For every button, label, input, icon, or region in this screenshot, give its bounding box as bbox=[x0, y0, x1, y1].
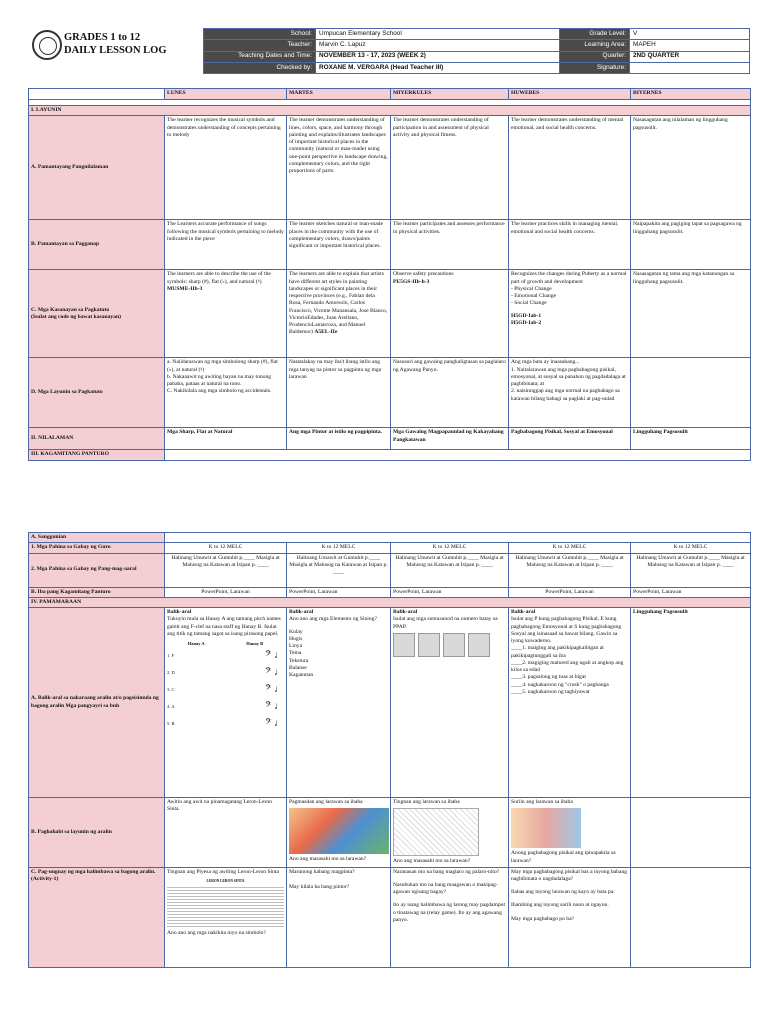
row-label-main: C. Mga Kasanayan sa Pagkatuto bbox=[31, 306, 110, 313]
cell-text: Observe safety precautions bbox=[393, 271, 454, 278]
hanay-item: 4. A 𝄢 ♩ bbox=[167, 700, 284, 712]
hanay-list bbox=[167, 647, 284, 732]
document-header bbox=[28, 28, 750, 74]
table-cell: Nasusuri ang gawaing pangkaligtasan sa paglalaro ng Agawang Panyo. bbox=[391, 358, 509, 428]
row-iba-pang-kagamitan bbox=[29, 587, 751, 597]
f-clef-staff-icon: 𝄢 ♩ bbox=[265, 683, 284, 695]
school-label: School: bbox=[204, 29, 316, 40]
cell-line: a. Naiidaraswan ng mga simbolong sharp (#), flat (♭), at natural (♮) bbox=[167, 359, 278, 373]
child-painting-picture bbox=[289, 808, 389, 854]
list-item: ____4. nagkakaroon ng "crush" o paghanga bbox=[511, 681, 609, 688]
learning-area-value: MAPEH bbox=[630, 40, 750, 51]
cell-line: - Physical Change bbox=[511, 285, 552, 292]
section-pamamaraan bbox=[29, 597, 751, 607]
table-cell: May mga pagbabagong pisikal bas a inyong bahang nagbibinata o nagdadalaga? Ilabas ang inyong larawan ng kayo ay bata pa. Ihambing ang inyong sarili noon at ngayon. May mga pagbabago po ba? bbox=[509, 867, 631, 967]
table-cell bbox=[631, 867, 751, 967]
safety-picture bbox=[468, 633, 490, 657]
score-title: LERON LERON SINTA bbox=[206, 878, 245, 883]
table-cell bbox=[287, 270, 391, 358]
logo-area bbox=[28, 28, 203, 74]
table-cell bbox=[165, 270, 287, 358]
section-sanggunian bbox=[29, 533, 751, 543]
table-cell: Natatalakay na may iba't ibang istilo ang mga tanyag na pintor sa pagpinta ng mga larawan bbox=[287, 358, 391, 428]
table-cell: PowerPoint, Larawan bbox=[631, 587, 751, 597]
teacher-value: Marvin C. Lapuz bbox=[316, 40, 560, 51]
signature-label: Signature: bbox=[560, 62, 630, 73]
dates-label: Teaching Dates and Time: bbox=[204, 51, 316, 62]
header-info-table bbox=[203, 28, 750, 74]
row-pamantayang-pangnilalaman bbox=[29, 116, 751, 220]
table-cell bbox=[631, 358, 751, 428]
row-label: B. Pamantayan sa Pagganap bbox=[29, 220, 165, 270]
row-label bbox=[29, 270, 165, 358]
cell-line: Ang mga bata ay inaasahang... bbox=[511, 359, 580, 366]
quarter-label: Quarter: bbox=[560, 51, 630, 62]
row-paghahabi bbox=[29, 798, 751, 868]
section-layunin-label: I. LAYUNIN bbox=[29, 106, 751, 116]
table-cell: Halinang Umawit at Gumuhit p.____ Masigla at Malusog na Katawan at Isipan p. ____ bbox=[509, 553, 631, 587]
row-label-sub: (Isulat ang code ng bawat kasanayan) bbox=[31, 313, 121, 320]
f-clef-staff-icon: 𝄢 ♩ bbox=[265, 666, 284, 678]
hanay-b-label: Hanay B bbox=[246, 641, 264, 647]
table-cell bbox=[165, 358, 287, 428]
cell-text: The learners are able to describe the use of the symbols: sharp (#), flat (♭), and natural (♮) bbox=[167, 271, 271, 285]
day-miyerkules: MIYERKULES bbox=[391, 89, 509, 100]
balik-aral-heading: Balik-aral bbox=[167, 609, 192, 616]
hanay-item: 3. C 𝄢 ♩ bbox=[167, 683, 284, 695]
table-cell: Balik-aral Isulat ang P kung pagbabagong Pisikal, E kung pagbabagong Emosyonal at S kung pagbabagong Sosyal ang isinasaad sa bawat bilang. Gawin sa iyong kuwaderno. ____1. maiging ang pakikipagkaibigan at pakikipagtunggali sa iba ____2. magiging matured ang ugali at angkop ang kilos sa edad ____3. pagsalong ng tuas at bigat ____4. nagkakaroon ng "crush" o paghanga ____5. nagkakaroon ng taghiyawat bbox=[509, 608, 631, 798]
row-gabay-guro bbox=[29, 543, 751, 553]
row-label: B. Iba pang Kagamitang Panturo bbox=[29, 587, 165, 597]
row-pag-uugnay bbox=[29, 867, 751, 967]
competency-code: A5EL-IIe bbox=[314, 329, 338, 336]
competency-code: H5GD-Iab-2 bbox=[511, 319, 542, 326]
table-cell: Suriin ang larawan sa ibaba Anong pagbabagong pisikal ang ipinapakita sa larawan? bbox=[509, 798, 631, 868]
day-header-row bbox=[29, 89, 751, 100]
table-cell: Awitin ang awit na pinamagatang Leron-Leron Sinta. bbox=[165, 798, 287, 868]
row-label: B. Paghahabi sa layunin ng aralin bbox=[29, 798, 165, 868]
table-cell: Lingguhang Pagsusulit bbox=[631, 608, 751, 798]
title-line-2: DAILY LESSON LOG bbox=[64, 45, 167, 57]
f-clef-staff-icon: 𝄢 ♩ bbox=[265, 717, 284, 729]
section-layunin bbox=[29, 106, 751, 116]
row-kasanayan-sa-pagkatuto bbox=[29, 270, 751, 358]
cell-line: - Emotional Change bbox=[511, 293, 557, 300]
hanay-item: 1. F 𝄢 ♩ bbox=[167, 649, 284, 661]
table-cell: K to 12 MELC bbox=[631, 543, 751, 553]
row-label: 2. Mga Pahina sa Gabay ng Pang-mag-aaral bbox=[29, 553, 165, 587]
list-item: ____2. magiging matured ang ugali at angkop ang kilos sa edad bbox=[511, 659, 624, 674]
row-nilalaman bbox=[29, 428, 751, 450]
checked-label: Checked by: bbox=[204, 62, 316, 73]
list-item: Kaganutan bbox=[289, 672, 314, 679]
safety-picture bbox=[393, 633, 415, 657]
checked-value: ROXANE M. VERGARA (Head Teacher III) bbox=[316, 62, 560, 73]
row-pamantayan-sa-pagganap bbox=[29, 220, 751, 270]
f-clef-staff-icon: 𝄢 ♩ bbox=[265, 700, 284, 712]
table-cell: Ang mga Pintor at istilo ng pagpipinta. bbox=[287, 428, 391, 450]
list-item: Tekstura bbox=[289, 657, 309, 664]
teacher-label: Teacher: bbox=[204, 40, 316, 51]
table-cell: The Learners accurate performance of songs following the musical symbols pertaining to melody indicated in the piece bbox=[165, 220, 287, 270]
table-cell: The learner demonstrates understanding of participation in and assessment of physical activity and physical fitness. bbox=[391, 116, 509, 220]
table-cell: Halinang Umawit at Gumuhit p.____ Masigla at Malusog na Katawan at Isipan p. ____ bbox=[287, 553, 391, 587]
cell-line: 1. Naitalarawan ang mga pagbabagong pisikal, emosyonal, at sosyal sa panahon ng pagdadalaga at pagbibinata; at bbox=[511, 366, 626, 388]
table-cell: Halinang Umawit at Gumuhit p.____ Masigla at Malusog na Katawan at Isipan p. ____ bbox=[165, 553, 287, 587]
list-item: Tema bbox=[289, 650, 302, 657]
table-cell: K to 12 MELC bbox=[509, 543, 631, 553]
hanay-item: 2. D 𝄢 ♩ bbox=[167, 666, 284, 678]
day-lunes: LUNES bbox=[165, 89, 287, 100]
table-cell: Balik-aral Ano ano ang mga Elemento ng Sining? Kulay Hugis Linya Tema Tekstura Balanse Kaganutan bbox=[287, 608, 391, 798]
list-item: Balanse bbox=[289, 664, 307, 671]
children-playing-picture bbox=[393, 808, 479, 856]
table-cell: The learner participates and assesses performance in physical activities. bbox=[391, 220, 509, 270]
document-title bbox=[64, 31, 167, 57]
row-label: A. Pamantayang Pangnilalaman bbox=[29, 116, 165, 220]
table-cell: The learner practices skills in managing mental, emotional and social health concerns. bbox=[509, 220, 631, 270]
cell-line: 2. naisinnggap ang mga normal na pagbabago sa katawan bilang bahagi sa paglaki at pag-unlad bbox=[511, 388, 620, 402]
list-item: Kulay bbox=[289, 628, 303, 635]
table-cell: Tingnan ang larawan sa ibaba Ano ang masasabi mo sa larawan? bbox=[391, 798, 509, 868]
day-martes: MARTES bbox=[287, 89, 391, 100]
table-cell: Mga Sharp, Flat at Natural bbox=[165, 428, 287, 450]
table-cell: Pagbabagong Pisikal, Sosyal at Emosyonal bbox=[509, 428, 631, 450]
table-cell: K to 12 MELC bbox=[287, 543, 391, 553]
lesson-table-2 bbox=[28, 532, 751, 968]
cell-line: C. Nakikilala ang mga simbolo ng accidentals. bbox=[167, 388, 272, 395]
table-cell: The learner sketches natural or man-made places in the community with the use of complementary colors, draws/paints significant or important historical places. bbox=[287, 220, 391, 270]
list-item: ____5. nagkakaroon ng taghiyawat bbox=[511, 688, 590, 695]
safety-picture bbox=[418, 633, 440, 657]
table-cell: Mga Gawaing Magpapaunlad ng Kakayahang Pangkatawan bbox=[391, 428, 509, 450]
table-cell bbox=[165, 608, 287, 798]
table-cell: The learner demonstrates understanding of lines, colors, space, and harmony through painting and explains/illustrates landscapes of important historical places in the community (natural or man-made) using one-point perspective in landscape drawing, complementary colors, and the right proportions of parts. bbox=[287, 116, 391, 220]
table-cell: Balik-aral Isulat ang mga sumusunod na numero batay sa PPAP. bbox=[391, 608, 509, 798]
table-cell: Naranasan mo na bang maglaro ng palaro-nito? Nasubukan mo na bang maagawan o makipag-agawan ngisang bagay? Ito ay isang halimbawa ng larong may pagdampot o tinatawag na (relay game). Ito ay ang agawang panyo. bbox=[391, 867, 509, 967]
f-clef-staff-icon: 𝄢 ♩ bbox=[265, 649, 284, 661]
table-cell: Nasasagutan ng tama ang mga katanungan sa lingguhang pagsusulit. bbox=[631, 270, 751, 358]
lesson-log-page-2 bbox=[28, 532, 750, 968]
table-cell: Halinang Umawit at Gumuhit p.____ Masigla at Malusog na Katawan at Isipan p. ____ bbox=[391, 553, 509, 587]
dates-value: NOVEMBER 13 - 17, 2023 (WEEK 2) bbox=[316, 51, 560, 62]
cell-line: b. Nakaaawit ng awiting bayan na may tonong pababa, pataas at natural na tono. bbox=[167, 373, 272, 388]
table-cell: The learner recognizes the musical symbols and demonstrates understanding of concepts pertaining to melody bbox=[165, 116, 287, 220]
grade-label: Grade Level: bbox=[560, 29, 630, 40]
table-cell: Marunong kabang magpinta? May kilala ka bang pintor? bbox=[287, 867, 391, 967]
list-item: ____3. pagsalong ng tuas at bigat bbox=[511, 674, 586, 681]
row-label: C. Pag-uugnay ng mga halimbawa sa bagong aralin. (Activity-1) bbox=[29, 867, 165, 967]
competency-code: H5GD-Iab-1 bbox=[511, 312, 542, 319]
cell-text: Tukuyin mula sa Hanay A ang tamang pitch names gamit ang F-clef na nasa staff ng Hanay B. Isulat ang titik ng tamang sagot sa isang pirasong papel. bbox=[167, 616, 281, 637]
cell-line: Recognizes the changes during Puberty as a normal part of growth and development bbox=[511, 271, 627, 285]
lesson-table-1 bbox=[28, 88, 751, 461]
table-cell: Nasasagutan ang nilalaman ng lingguhang pagsusulit. bbox=[631, 116, 751, 220]
table-cell bbox=[631, 798, 751, 868]
safety-picture bbox=[443, 633, 465, 657]
signature-value bbox=[630, 62, 750, 73]
ppap-pictures bbox=[393, 633, 506, 657]
competency-code: PE5GS-IIb-h-3 bbox=[393, 278, 430, 285]
row-label: A. Balik-aral sa nakaraang aralin at/o pagsisimula ng bagong aralin Mga pangyayri sa buh bbox=[29, 608, 165, 798]
grade-value: V bbox=[630, 29, 750, 40]
cell-text: The learners are able to explain that artists have different art styles in painting landscapes or significant places in their respective provinces (e.g., Fabian dela Rosa, Fernando Amorsolo, Carlos Francisco, Vicente Manansala, Jose Blanco, VictorioEdades, Juan Arellano, PrudencioLamarroza, and Manuel Baldemor) bbox=[289, 271, 388, 336]
row-label: 1. Mga Pahina sa Gabay ng Guro bbox=[29, 543, 165, 553]
row-balik-aral bbox=[29, 608, 751, 798]
row-label: II. NILALAMAN bbox=[29, 428, 165, 450]
section-sanggunian-label: A. Sanggunian bbox=[29, 533, 165, 543]
hanay-item: 5. B 𝄢 ♩ bbox=[167, 717, 284, 729]
title-line-1: GRADES 1 to 12 bbox=[64, 32, 141, 43]
table-cell bbox=[509, 270, 631, 358]
section-pamamaraan-label: IV. PAMAMARAAN bbox=[29, 597, 751, 607]
table-cell: K to 12 MELC bbox=[391, 543, 509, 553]
cell-line: - Social Change bbox=[511, 300, 547, 307]
puberty-picture bbox=[511, 808, 581, 848]
school-value: Umpucan Elementary School bbox=[316, 29, 560, 40]
table-cell: PowerPoint, Larawan bbox=[165, 587, 287, 597]
table-cell: Lingguhang Pagsusulit bbox=[631, 428, 751, 450]
day-biyernes: BIYERNES bbox=[631, 89, 751, 100]
table-cell: Halinang Umawit at Gumuhit p.____ Masigla at Malusog na Katawan at Isipan p. ____ bbox=[631, 553, 751, 587]
list-item: ____1. maiging ang pakikipagkaibigan at pakikipagtunggali sa iba bbox=[511, 645, 604, 659]
competency-code: MUSME-IIb-3 bbox=[167, 285, 203, 292]
table-cell: Tingnan ang Piyesa ng awiting Leron-Leron Sinta LERON LERON SINTA Ano ano ang mga nakikita niyo na simbolo? bbox=[165, 867, 287, 967]
learning-area-label: Learning Area: bbox=[560, 40, 630, 51]
hanay-a-label: Hanay A bbox=[187, 641, 205, 647]
list-item: Linya bbox=[289, 643, 303, 650]
table-cell bbox=[391, 270, 509, 358]
table-cell: PowerPoint, Larawan bbox=[509, 587, 631, 597]
row-label: D. Mga Layunin sa Pagkatuto bbox=[29, 358, 165, 428]
table-cell: The learner demonstrates understanding of mental emotional, and social health concerns. bbox=[509, 116, 631, 220]
day-header-blank bbox=[29, 89, 165, 100]
section-kagamitan-label: III. KAGAMITANG PANTURO bbox=[29, 450, 165, 460]
quarter-value: 2ND QUARTER bbox=[630, 51, 750, 62]
sheet-music-picture bbox=[167, 885, 284, 929]
table-cell: Pagmasdan ang larawan sa ibaba Ano ang masasabi mo sa larawan? bbox=[287, 798, 391, 868]
table-cell: PowerPoint, Larawan bbox=[287, 587, 391, 597]
deped-seal-icon bbox=[32, 30, 62, 60]
day-huwebes: HUWEBES bbox=[509, 89, 631, 100]
lesson-log-page-1 bbox=[28, 28, 750, 461]
row-gabay-mag-aaral bbox=[29, 553, 751, 587]
table-cell bbox=[509, 358, 631, 428]
table-cell: K to 12 MELC bbox=[165, 543, 287, 553]
row-layunin-sa-pagkatuto bbox=[29, 358, 751, 428]
table-cell: Naipapakita ang pagiging tapat sa pagsagawa ng lingguhang pagsusulit. bbox=[631, 220, 751, 270]
section-kagamitan bbox=[29, 450, 751, 460]
list-item: Hugis bbox=[289, 635, 303, 642]
table-cell: PowerPoint, Larawan bbox=[391, 587, 509, 597]
